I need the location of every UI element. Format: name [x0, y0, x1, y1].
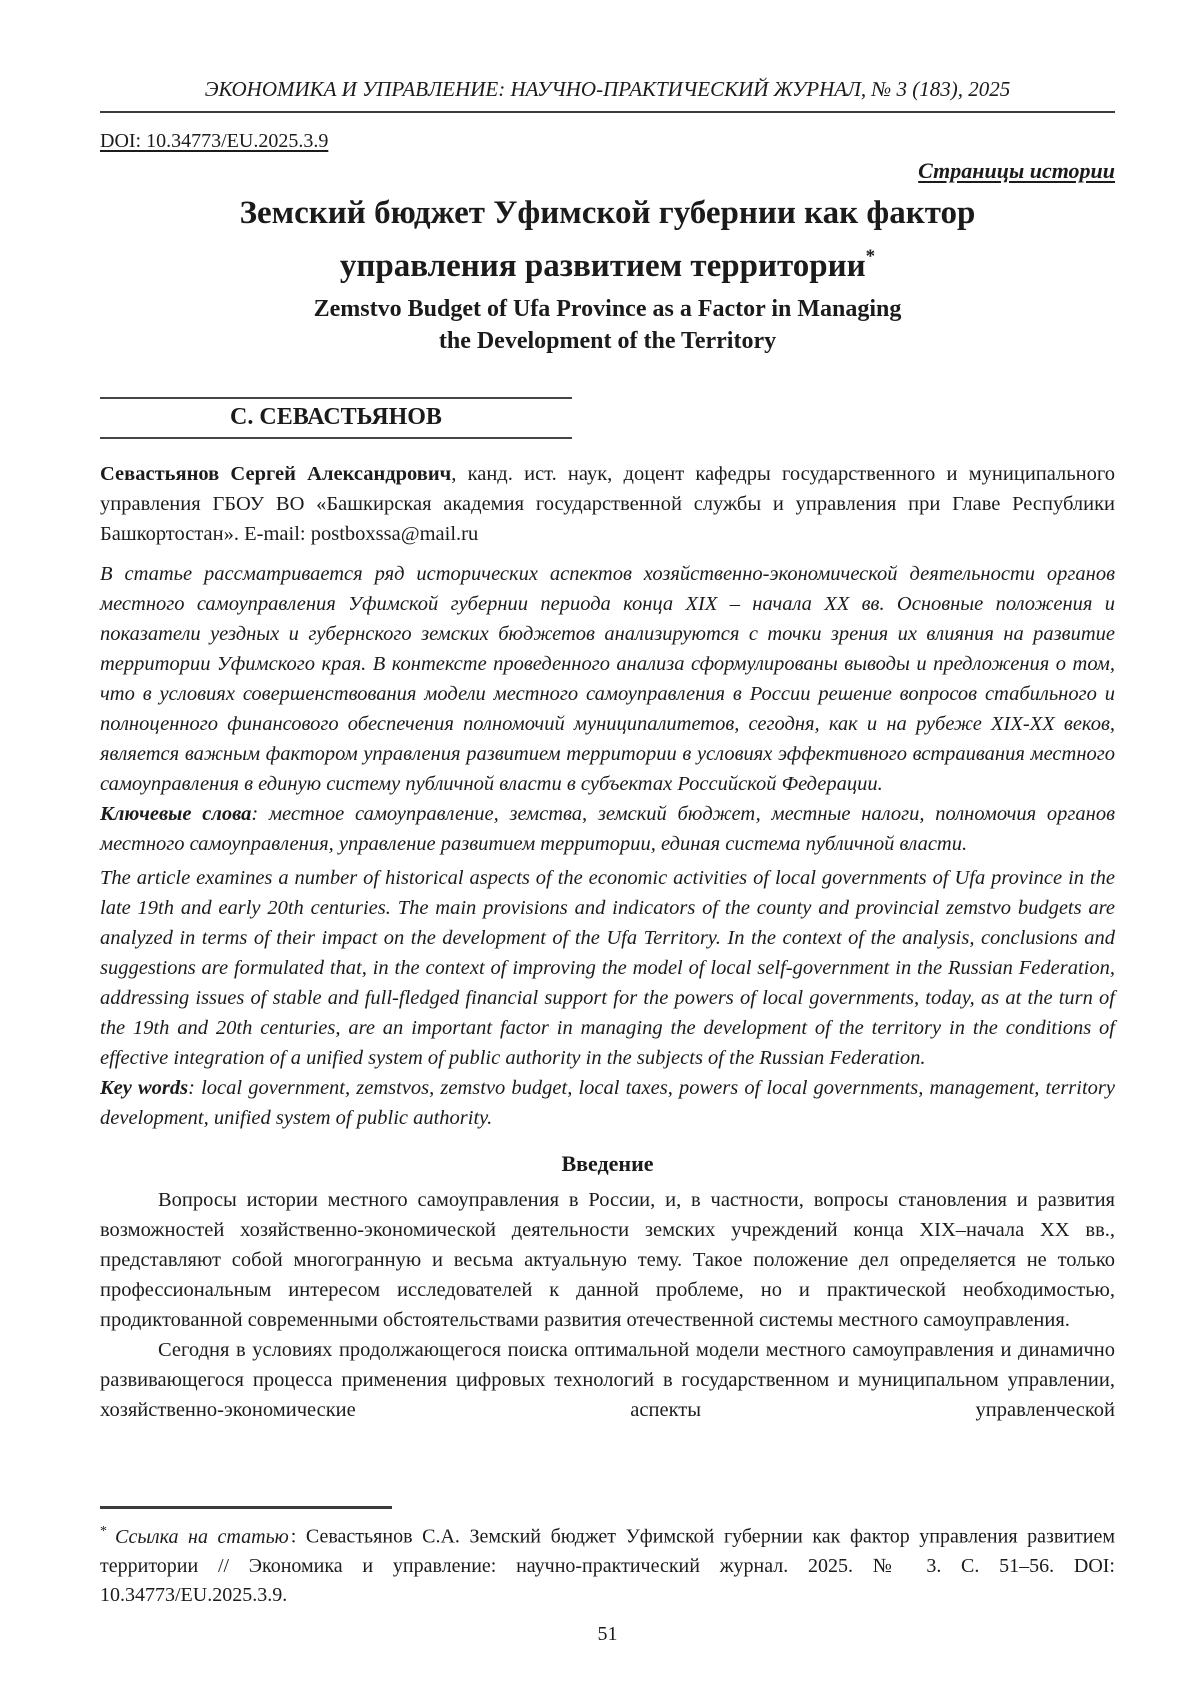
article-title-en	[100, 293, 1115, 357]
article-title-en-line2: the Development of the Territory	[438, 328, 777, 354]
keywords-en-list: : local government, zemstvos, zemstvo budget, local taxes, powers of local governments, management, territory development, unified system of public authority.	[100, 1077, 1116, 1129]
abstract-ru: В статье рассматривается ряд исторических аспектов хозяйственно-экономической деятельности органов местного самоуправления Уфимской губернии периода конца XIX – начала XX вв. Основные положения и показатели уездных и губернского земских бюджетов анализируются с точки зрения их влияния на развитие территории Уфимского края. В контексте проведенного анализа сформулированы выводы и предложения о том, что в условиях совершенствования модели местного самоуправления в России решение вопросов стабильного и полноценного финансового обеспечения полномочий муниципалитетов, сегодня, как и на рубеже XIX-XX веков, является важным фактором управления развитием территории в условиях эффективного встраивания местного самоуправления в единую систему публичной власти в субъектах Российской Федерации.	[100, 563, 1115, 795]
intro-paragraph-1: Вопросы истории местного самоуправления в России, и, в частности, вопросы становления и развития возможностей хозяйственно-экономической деятельности земских учреждений конца XIX–начала XX вв., представляют собой многогранную и весьма актуальную тему. Такое положение дел определяется не только профессиональным интересом исследователей к данной проблеме, но и практической необходимостью, продиктованной современными обстоятельствами развития отечественной системы местного самоуправления.	[100, 1189, 1115, 1331]
article-title-ru-line2-wrap	[100, 236, 1115, 289]
intro-paragraph-2: Сегодня в условиях продолжающегося поиска оптимальной модели местного самоуправления и динамично развивающегося процесса применения цифровых технологий в государственном и муниципальном управлении, хозяйственно-экономические аспекты управленческой	[100, 1339, 1115, 1421]
footnote-citation: : Севастьянов С.А. Земский бюджет Уфимской губернии как фактор управления развитием территории // Экономика и управление: научно-практический журнал. 2025. № 3. С. 51–56. DOI: 10.34773/EU.2025.3.9.	[100, 1526, 1116, 1606]
author-info	[100, 459, 1115, 549]
running-header	[100, 76, 1115, 113]
author-details: , канд. ист. наук, доцент кафедры государственного и муниципального управления ГБОУ ВО «Башкирская академия государственной службы и управления при Главе Республики Башкортостан». E-mail: postboxssa@mail.ru	[100, 463, 1115, 545]
journal-title: ЭКОНОМИКА И УПРАВЛЕНИЕ: НАУЧНО-ПРАКТИЧЕСКИЙ ЖУРНАЛ, № 3 (183), 2025	[204, 77, 1011, 101]
author-box	[100, 397, 572, 439]
footnote-block	[100, 1506, 1115, 1610]
doi-text: DOI: 10.34773/EU.2025.3.9	[100, 130, 329, 152]
footnote-text	[100, 1517, 1115, 1610]
author-display-name: С. СЕВАСТЬЯНОВ	[230, 404, 442, 430]
page-number: 51	[597, 1623, 618, 1645]
rubric	[100, 157, 1115, 185]
footnote-mark: *	[100, 1524, 107, 1540]
article-title-ru-line2: управления развитием территории	[339, 248, 866, 284]
title-footnote-mark: *	[865, 246, 876, 267]
doi-line	[100, 127, 1115, 155]
footnote-label: Ссылка на статью	[115, 1526, 289, 1548]
keywords-en	[100, 1073, 1115, 1133]
section-heading-introduction: Введение	[561, 1151, 654, 1176]
keywords-ru-label: Ключевые слова	[100, 803, 252, 825]
rubric-text: Страницы истории	[918, 158, 1115, 183]
article-title-ru	[100, 191, 1115, 289]
author-full-name: Севастьянов Сергей Александрович	[100, 463, 452, 485]
keywords-en-label: Key words	[100, 1077, 189, 1099]
article-title-en-line1: Zemstvo Budget of Ufa Province as a Factor in Managing	[313, 296, 902, 322]
keywords-ru-list: : местное самоуправление, земства, земский бюджет, местные налоги, полномочия органов местного самоуправления, управление развитием территории, единая система публичной власти.	[100, 803, 1115, 855]
article-title-ru-line1: Земский бюджет Уфимской губернии как фактор	[239, 195, 976, 231]
abstract-en: The article examines a number of historical aspects of the economic activities of local governments of Ufa province in the late 19th and early 20th centuries. The main provisions and indicators of the county and provincial zemstvo budgets are analyzed in terms of their impact on the development of the Ufa Territory. In the context of the analysis, conclusions and suggestions are formulated that, in the context of improving the model of local self-government in the Russian Federation, addressing issues of stable and full-fledged financial support for the powers of local governments, today, as at the turn of the 19th and 20th centuries, are an important factor in managing the development of the territory in the conditions of effective integration of a unified system of public authority in the subjects of the Russian Federation.	[100, 867, 1115, 1069]
footnote-separator-rule	[100, 1506, 392, 1509]
keywords-ru	[100, 799, 1115, 859]
